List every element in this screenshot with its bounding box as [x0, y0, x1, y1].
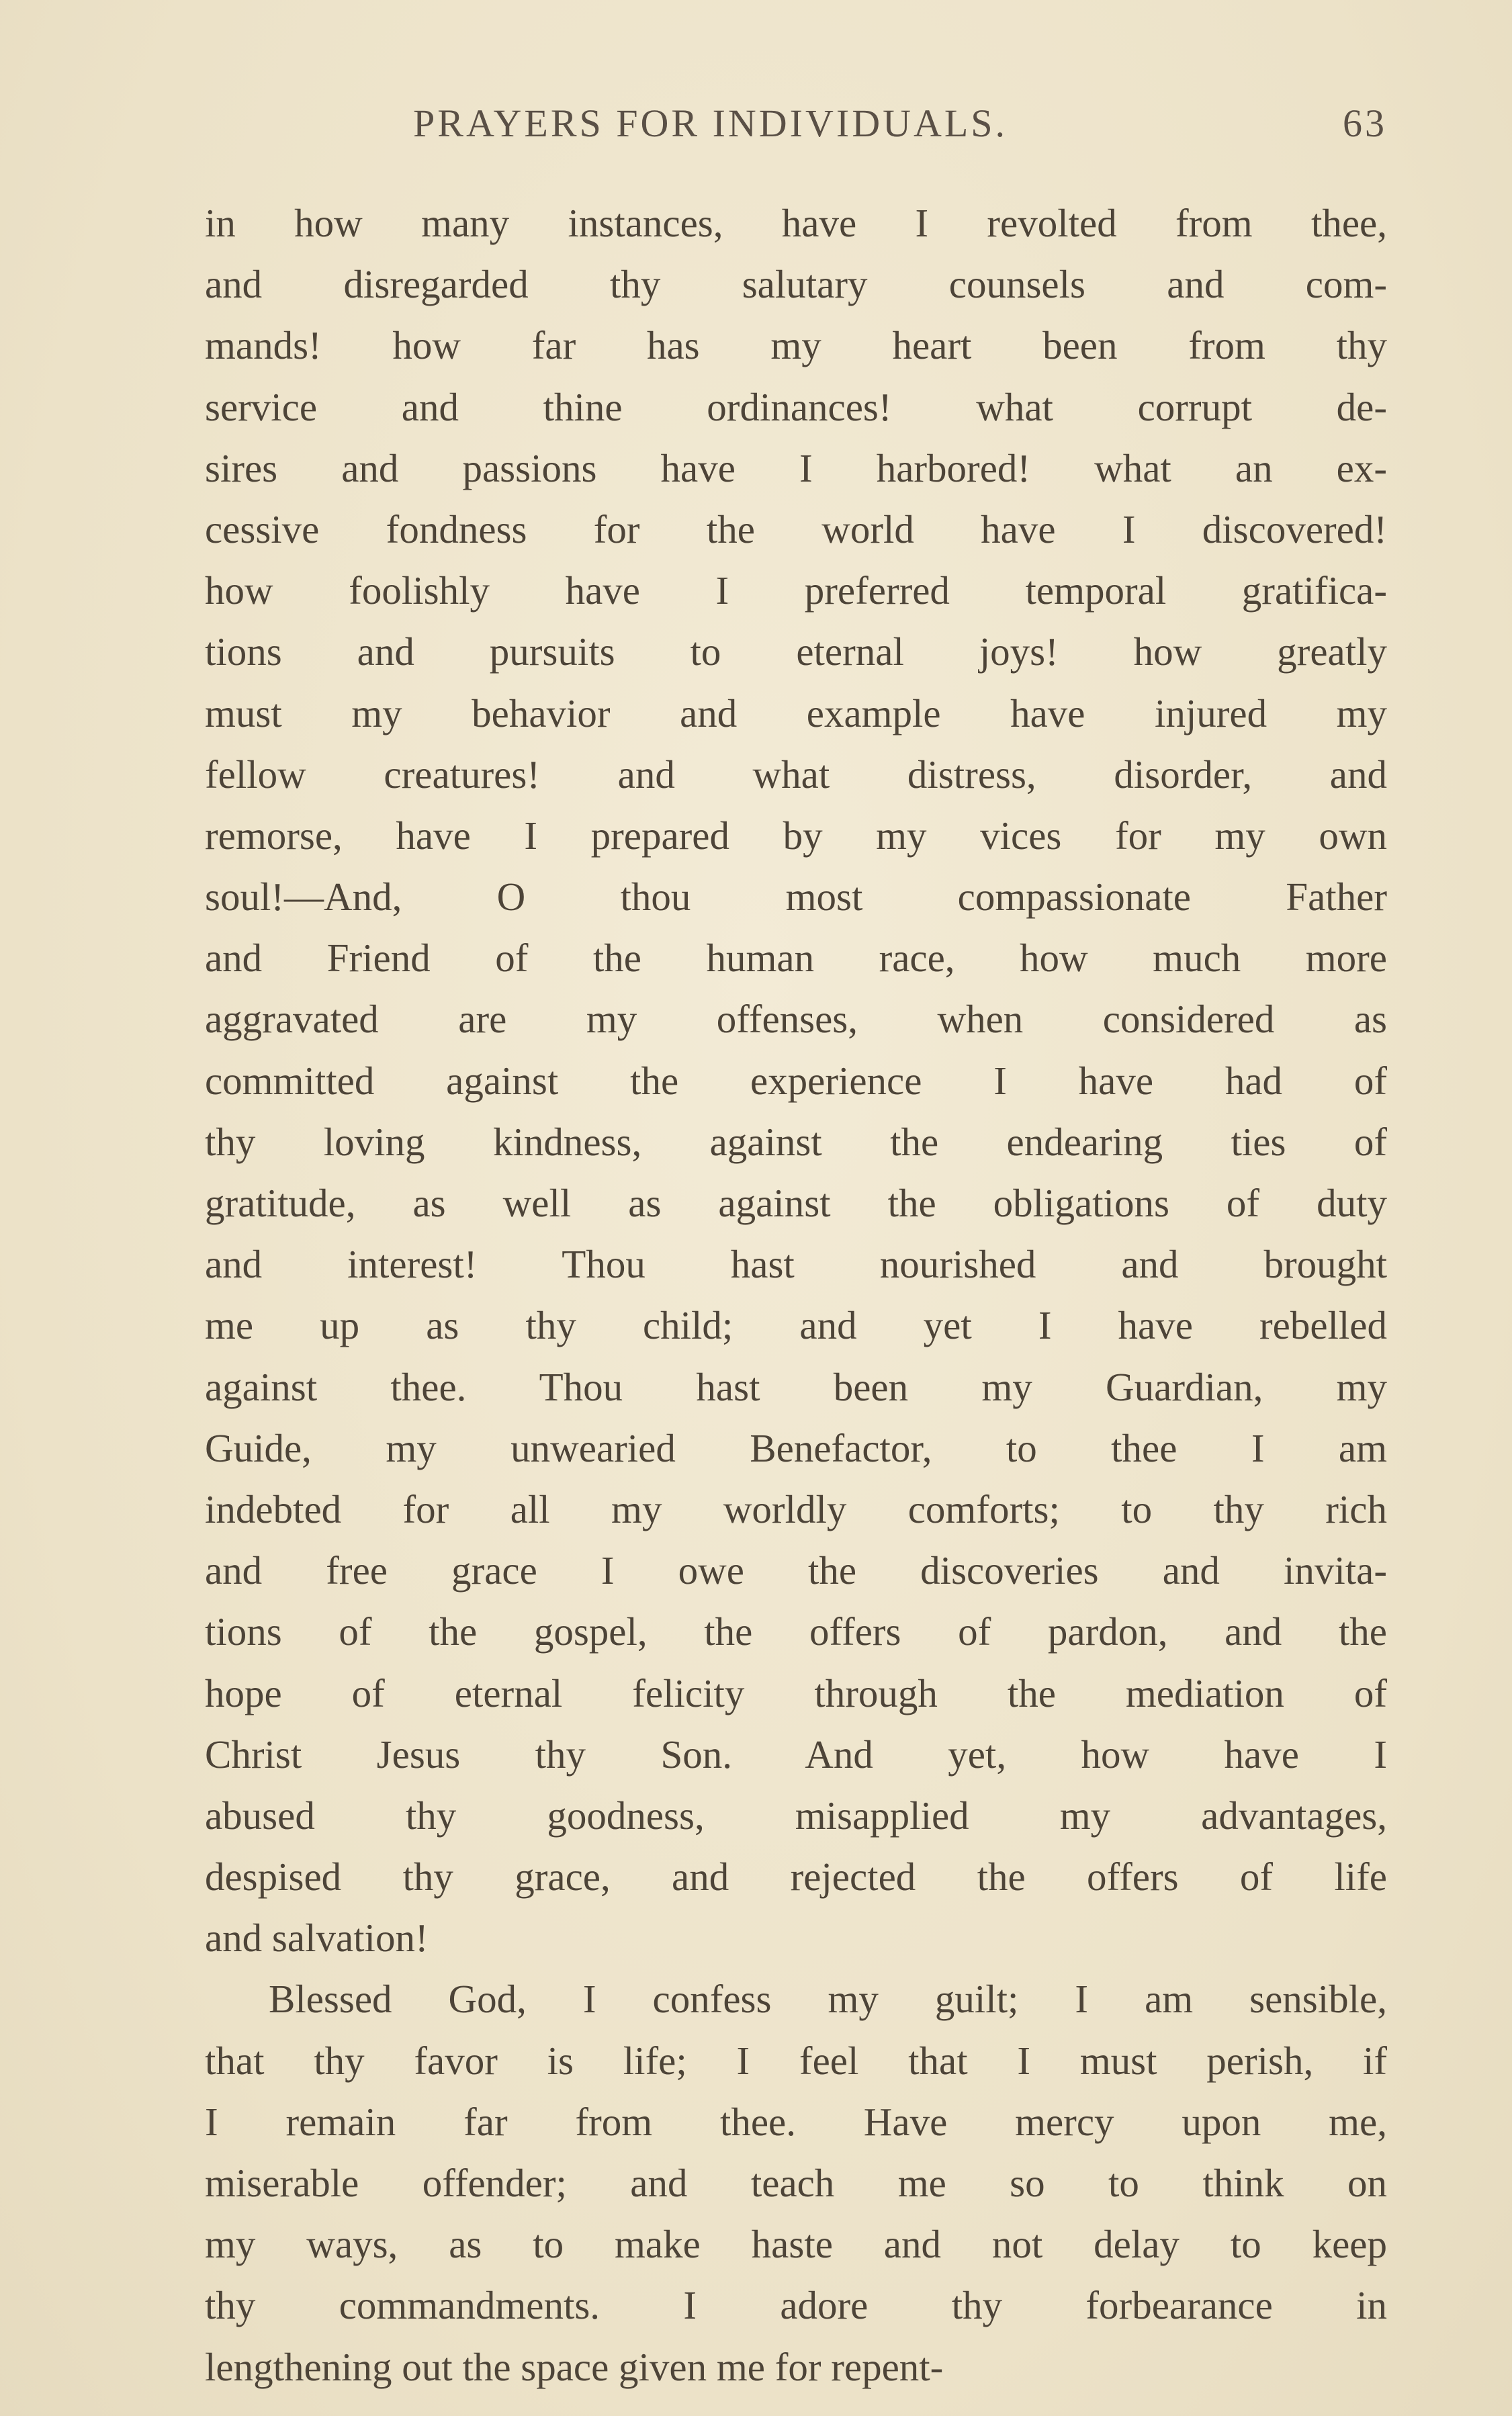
text-line: mands! how far has my heart been from thy: [205, 323, 1387, 368]
text-line: that thy favor is life; I feel that I must perish, if: [205, 2038, 1387, 2083]
running-title: PRAYERS FOR INDIVIDUALS.: [413, 101, 1008, 145]
text-line: my ways, as to make haste and not delay to keep: [205, 2222, 1387, 2267]
text-line: how foolishly have I preferred temporal gratifica-: [205, 568, 1387, 613]
text-line: hope of eternal felicity through the mediation of: [205, 1670, 1387, 1715]
text-line: abused thy goodness, misapplied my advantages,: [205, 1793, 1387, 1838]
text-line: cessive fondness for the world have I discovered!: [205, 506, 1387, 551]
text-line: and salvation!: [205, 1916, 429, 1961]
text-line: miserable offender; and teach me so to think on: [205, 2161, 1387, 2205]
text-line: Guide, my unwearied Benefactor, to thee I am: [205, 1425, 1387, 1470]
text-line: fellow creatures! and what distress, disorder, and: [205, 752, 1387, 797]
text-line: tions of the gospel, the offers of pardon, and the: [205, 1609, 1387, 1654]
text-line: must my behavior and example have injured my: [205, 690, 1387, 735]
text-line: Blessed God, I confess my guilt; I am sensible,: [269, 1977, 1387, 2022]
text-line: I remain far from thee. Have mercy upon me,: [205, 2099, 1387, 2144]
text-line: tions and pursuits to eternal joys! how greatly: [205, 629, 1387, 674]
text-line: me up as thy child; and yet I have rebelled: [205, 1303, 1387, 1348]
text-line: and Friend of the human race, how much more: [205, 936, 1387, 981]
text-line: in how many instances, have I revolted from thee,: [205, 201, 1387, 245]
text-line: and disregarded thy salutary counsels and com-: [205, 262, 1387, 307]
text-line: soul!—And, O thou most compassionate Father: [205, 875, 1387, 920]
text-line: aggravated are my offenses, when considered as: [205, 997, 1387, 1042]
text-line: gratitude, as well as against the obligations of duty: [205, 1181, 1387, 1225]
page-number: 63: [1343, 101, 1387, 145]
text-line: against thee. Thou hast been my Guardian, my: [205, 1364, 1387, 1409]
text-line: indebted for all my worldly comforts; to thy rich: [205, 1486, 1387, 1531]
text-line: Christ Jesus thy Son. And yet, how have I: [205, 1732, 1387, 1777]
text-line: thy commandments. I adore thy forbearance in: [205, 2283, 1387, 2328]
text-line: remorse, have I prepared by my vices for my own: [205, 813, 1387, 858]
text-line: thy loving kindness, against the endearing ties of: [205, 1119, 1387, 1164]
text-line: lengthening out the space given me for repent-: [205, 2344, 944, 2389]
text-line: sires and passions have I harbored! what an ex-: [205, 445, 1387, 490]
running-head: [205, 101, 1387, 154]
body-text: [205, 193, 1387, 2398]
text-line: despised thy grace, and rejected the offers of life: [205, 1854, 1387, 1899]
text-line: and free grace I owe the discoveries and invita-: [205, 1548, 1387, 1593]
text-line: and interest! Thou hast nourished and brought: [205, 1242, 1387, 1287]
text-line: service and thine ordinances! what corrupt de-: [205, 384, 1387, 429]
text-line: committed against the experience I have had of: [205, 1058, 1387, 1103]
